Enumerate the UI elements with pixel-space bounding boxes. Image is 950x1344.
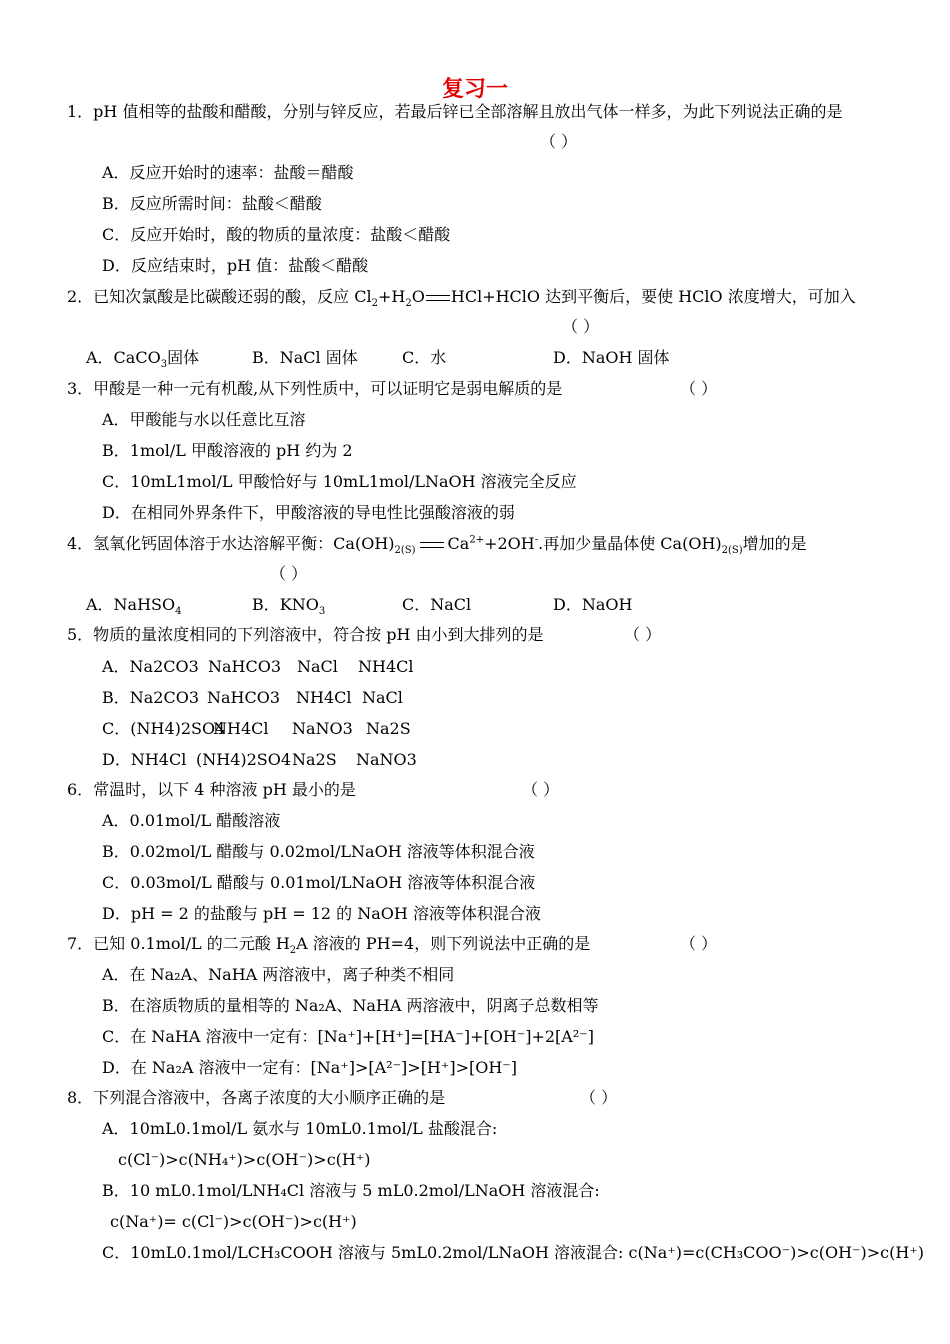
q5-a-cell-1: A．Na2CO3: [102, 657, 199, 676]
question-8-answer-blank: （ ）: [580, 1088, 618, 1107]
question-4-option-b: B．$KNO_3$: [252, 595, 326, 618]
question-6-answer-blank: （ ）: [522, 780, 560, 799]
q5-d-cell-1: D．NH4Cl: [102, 750, 187, 769]
question-1-option-d: D．反应结束时，pH 值：盐酸＜醋酸: [102, 256, 369, 275]
question-8-stem: 8．下列混合溶液中，各离子浓度的大小顺序正确的是: [67, 1088, 446, 1107]
page-title: 复习一: [441, 77, 508, 102]
question-1-answer-blank: （ ）: [540, 132, 578, 151]
q5-b-cell-1: B．Na2CO3: [102, 688, 200, 707]
q5-b-cell-3: NH4Cl: [296, 688, 352, 707]
question-3-option-d: D．在相同外界条件下，甲酸溶液的导电性比强酸溶液的弱: [102, 503, 515, 522]
q5-d-cell-4: NaNO3: [356, 750, 417, 769]
question-4-option-a: A．NaHSO$_4$: [86, 595, 182, 618]
q5-d-cell-3: Na2S: [292, 750, 337, 769]
q5-b-cell-2: NaHCO3: [207, 688, 281, 707]
question-8-option-b-relation: c(Na⁺)= c(Cl⁻)>c(OH⁻)>c(H⁺): [110, 1212, 357, 1231]
question-6-option-a: A．0.01mol/L 醋酸溶液: [102, 811, 281, 830]
question-1-option-b: B．反应所需时间：盐酸＜醋酸: [102, 194, 322, 213]
question-1-option-c: C．反应开始时，酸的物质的量浓度：盐酸＜醋酸: [102, 225, 451, 244]
question-3-stem: 3．甲酸是一种一元有机酸,从下列性质中，可以证明它是弱电解质的是: [67, 379, 563, 398]
q5-a-cell-4: NH4Cl: [358, 657, 414, 676]
question-6-option-c: C．0.03mol/L 醋酸与 0.01mol/LNaOH 溶液等体积混合液: [102, 873, 536, 892]
equilibrium-arrow-icon: [426, 293, 450, 303]
q5-a-cell-2: NaHCO3: [208, 657, 282, 676]
question-7-option-c: C．在 NaHA 溶液中一定有：[Na⁺]+[H⁺]=[HA⁻]+[OH⁻]+2[A²⁻]: [102, 1027, 594, 1046]
question-5-answer-blank: （ ）: [624, 625, 662, 644]
question-3-answer-blank: （ ）: [680, 379, 718, 398]
q5-b-cell-4: NaCl: [362, 688, 403, 707]
question-7-option-a: A．在 Na₂A、NaHA 两溶液中，离子种类不相同: [102, 965, 455, 984]
question-4-option-d: D．NaOH: [553, 595, 633, 614]
question-6-option-b: B．0.02mol/L 醋酸与 0.02mol/LNaOH 溶液等体积混合液: [102, 842, 535, 861]
question-7-stem: 7．已知 0.1mol/L 的二元酸 $H_2A$ 溶液的 PH=4，则下列说法中正确的是: [67, 934, 591, 957]
question-5-stem: 5．物质的量浓度相同的下列溶液中，符合按 pH 由小到大排列的是: [67, 625, 544, 644]
question-1-option-a: A．反应开始时的速率：盐酸＝醋酸: [102, 163, 354, 182]
question-5-option-a: [102, 656, 432, 678]
question-2-option-c: C．水: [402, 348, 447, 367]
question-5-option-d: [102, 749, 432, 771]
question-5-option-b: [102, 687, 432, 709]
q5-d-cell-2: (NH4)2SO4: [196, 750, 292, 769]
question-8-option-c: C．10mL0.1mol/LCH₃COOH 溶液与 5mL0.2mol/LNaOH 溶液混合: c(Na⁺)=c(CH₃COO⁻)>c(OH⁻)>c(H⁺): [102, 1243, 924, 1262]
question-1-stem: 1．pH 值相等的盐酸和醋酸，分别与锌反应，若最后锌已全部溶解且放出气体一样多，为此下列说法正确的是: [67, 102, 843, 121]
equilibrium-arrow-icon: [420, 540, 444, 550]
question-8-option-a: A．10mL0.1mol/L 氨水与 10mL0.1mol/L 盐酸混合:: [102, 1119, 498, 1138]
question-6-option-d: D．pH = 2 的盐酸与 pH = 12 的 NaOH 溶液等体积混合液: [102, 904, 541, 923]
q5-c-cell-4: Na2S: [366, 719, 411, 738]
question-8-option-b: B．10 mL0.1mol/LNH₄Cl 溶液与 5 mL0.2mol/LNaOH 溶液混合:: [102, 1181, 600, 1200]
question-2-option-a: A．CaCO$_3$固体: [86, 348, 200, 371]
question-4-answer-blank: （ ）: [270, 564, 308, 583]
question-3-option-a: A．甲酸能与水以任意比互溶: [102, 410, 306, 429]
q5-c-cell-2: NH4Cl: [213, 719, 269, 738]
question-4-stem: 4．氢氧化钙固体溶于水达溶解平衡：$Ca(OH)_{2(S)}$ $Ca^{2+}+2OH^-$.再加少量晶体使 $Ca(OH)_{2(S)}$增加的是: [67, 534, 807, 557]
q5-c-cell-3: NaNO3: [292, 719, 353, 738]
question-2-answer-blank: （ ）: [562, 317, 600, 336]
question-3-option-c: C．10mL1mol/L 甲酸恰好与 10mL1mol/LNaOH 溶液完全反应: [102, 472, 577, 491]
question-2-option-d: D．NaOH 固体: [553, 348, 670, 367]
question-5-option-c: [102, 718, 432, 740]
question-7-answer-blank: （ ）: [680, 934, 718, 953]
question-6-stem: 6．常温时，以下 4 种溶液 pH 最小的是: [67, 780, 356, 799]
q5-c-cell-1: C．(NH4)2SO4: [102, 719, 226, 738]
question-2-option-b: B．NaCl 固体: [252, 348, 358, 367]
question-3-option-b: B．1mol/L 甲酸溶液的 pH 约为 2: [102, 441, 353, 460]
question-2-stem: 2．已知次氯酸是比碳酸还弱的酸，反应 $Cl_2+H_2O$ HCl+HClO 达到平衡后，要使 HClO 浓度增大，可加入: [67, 287, 856, 310]
q5-a-cell-3: NaCl: [297, 657, 338, 676]
question-4-option-c: C．NaCl: [402, 595, 472, 614]
question-8-option-a-relation: c(Cl⁻)>c(NH₄⁺)>c(OH⁻)>c(H⁺): [118, 1150, 371, 1169]
question-7-option-d: D．在 Na₂A 溶液中一定有：[Na⁺]>[A²⁻]>[H⁺]>[OH⁻]: [102, 1058, 517, 1077]
question-7-option-b: B．在溶质物质的量相等的 Na₂A、NaHA 两溶液中，阴离子总数相等: [102, 996, 599, 1015]
